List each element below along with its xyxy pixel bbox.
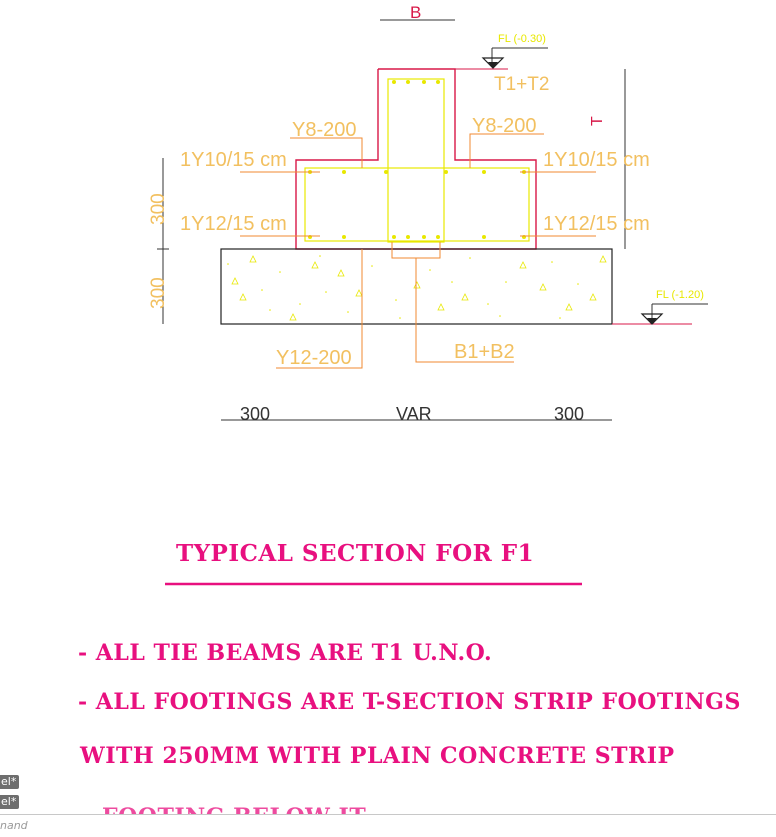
dim-300-lower: 300 (148, 277, 169, 309)
command-label: nand (0, 819, 28, 832)
b1b2-label: B1+B2 (454, 341, 515, 363)
dim-left-label: 300 (240, 404, 271, 424)
bar-top-right-label: 1Y10/15 cm (543, 149, 650, 171)
concrete-speckle (227, 255, 579, 319)
stirrup-right-label: Y8-200 (472, 115, 537, 137)
label-t: T (589, 116, 606, 126)
dim-right-label: 300 (554, 404, 585, 424)
layout-tab-1[interactable]: el* (0, 775, 19, 789)
level-bottom-label: FL (-1.20) (656, 289, 704, 301)
level-top-line (482, 48, 545, 64)
note-line-1: - ALL TIE BEAMS ARE T1 U.N.O. (78, 640, 493, 666)
dim-b-label: B (410, 3, 422, 22)
beam-outline (296, 69, 536, 249)
layout-tab-2[interactable]: el* (0, 795, 19, 809)
command-line[interactable] (0, 814, 776, 837)
level-top-label: FL (-0.30) (498, 33, 546, 45)
note-line-2: - ALL FOOTINGS ARE T-SECTION STRIP FOOTINGS (78, 689, 741, 715)
label-t1t2: T1+T2 (494, 74, 550, 95)
section-title: TYPICAL SECTION FOR F1 (176, 540, 535, 567)
flange-stirrup (305, 168, 529, 241)
y12-label: Y12-200 (276, 347, 352, 369)
bar-bot-left-label: 1Y12/15 cm (180, 213, 287, 235)
note-line-3: WITH 250MM WITH PLAIN CONCRETE STRIP (80, 743, 675, 769)
bar-top-left-label: 1Y10/15 cm (180, 149, 287, 171)
bar-bot-right-label: 1Y12/15 cm (543, 213, 650, 235)
stem-stirrup (388, 79, 444, 242)
stirrup-left-label: Y8-200 (292, 119, 357, 141)
dim-mid-label: VAR (396, 404, 432, 424)
concrete-hatch (232, 256, 606, 320)
dim-300-upper: 300 (148, 193, 169, 225)
